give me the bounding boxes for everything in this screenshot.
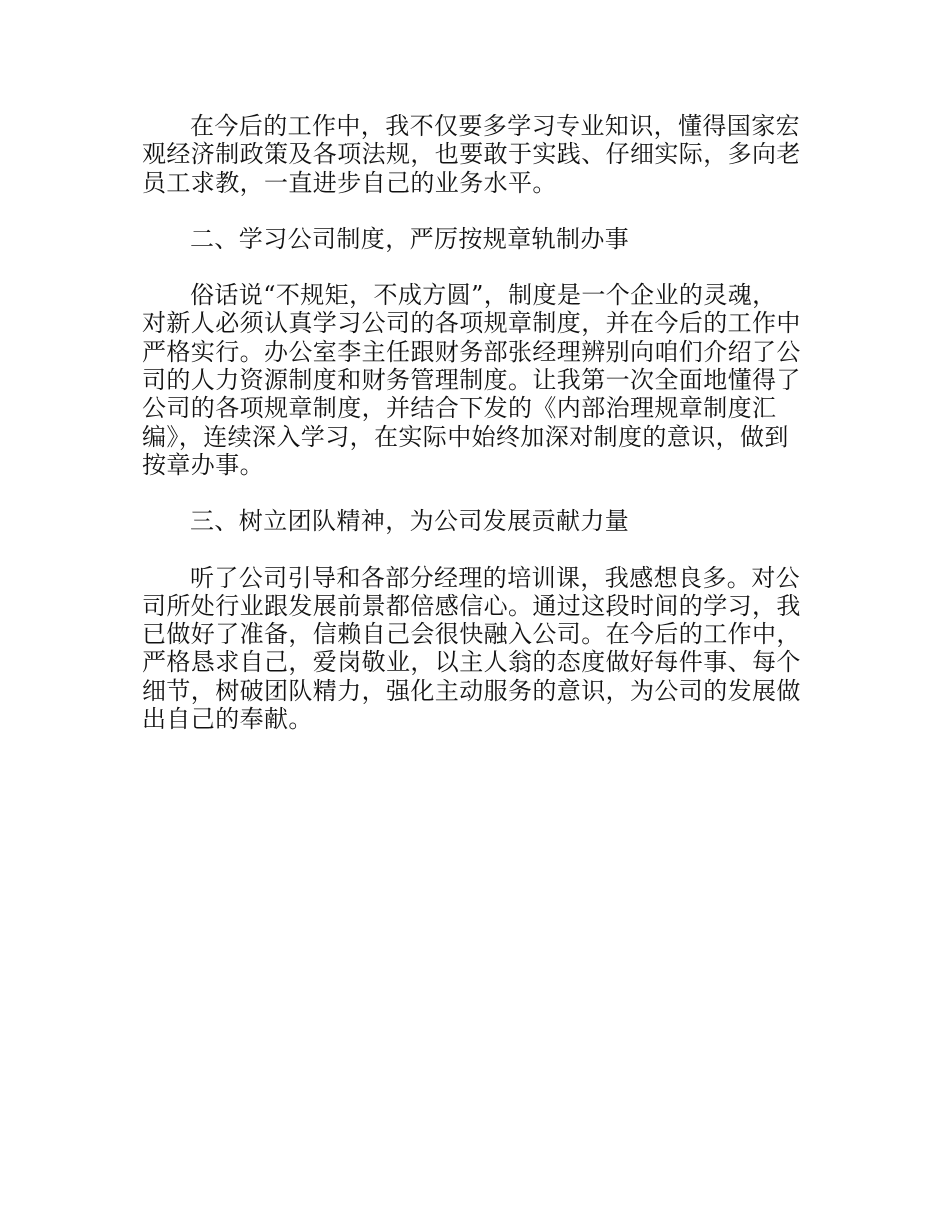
paragraph-3-line: 司所处行业跟发展前景都倍感信心。通过这段时间的学习，我 (142, 591, 801, 620)
paragraph-1 (142, 112, 810, 197)
paragraph-2-line: 公司的各项规章制度，并结合下发的《内部治理规章制度汇 (142, 394, 777, 423)
paragraph-3-line: 出自己的奉献。 (142, 705, 313, 734)
paragraph-3-line: 严格恳求自己，爱岗敬业，以主人翁的态度做好每件事、每个 (142, 648, 801, 677)
paragraph-3-line: 听了公司引导和各部分经理的培训课，我感想良多。对公 (190, 563, 800, 592)
section-heading-2: 二、学习公司制度，严厉按规章轨制办事 (190, 224, 630, 253)
paragraph-2-line: 严格实行。办公室李主任跟财务部张经理辨别向咱们介绍了公 (142, 337, 801, 366)
paragraph-1-line: 观经济制政策及各项法规，也要敢于实践、仔细实际，多向老 (142, 140, 801, 169)
paragraph-2-line: 编》，连续深入学习，在实际中始终加深对制度的意识，做到 (142, 422, 789, 451)
paragraph-2-line: 按章办事。 (142, 450, 264, 479)
paragraph-3-line: 已做好了准备，信赖自己会很快融入公司。在今后的工作中， (142, 620, 801, 649)
paragraph-2-line: 对新人必须认真学习公司的各项规章制度，并在今后的工作中 (142, 309, 801, 338)
document-body (142, 112, 810, 761)
paragraph-1-line: 员工求教，一直进步自己的业务水平。 (142, 168, 557, 197)
paragraph-3-line: 细节，树破团队精力，强化主动服务的意识，为公司的发展做 (142, 676, 801, 705)
paragraph-2 (142, 281, 810, 479)
paragraph-2-line: 俗话说“不规矩，不成方圆”，制度是一个企业的灵魂， (190, 281, 777, 310)
section-heading-3: 三、树立团队精神，为公司发展贡献力量 (190, 507, 630, 536)
paragraph-1-line: 在今后的工作中，我不仅要多学习专业知识，懂得国家宏 (190, 112, 800, 140)
paragraph-2-line: 司的人力资源制度和财务管理制度。让我第一次全面地懂得了 (142, 366, 801, 395)
paragraph-3 (142, 564, 810, 734)
